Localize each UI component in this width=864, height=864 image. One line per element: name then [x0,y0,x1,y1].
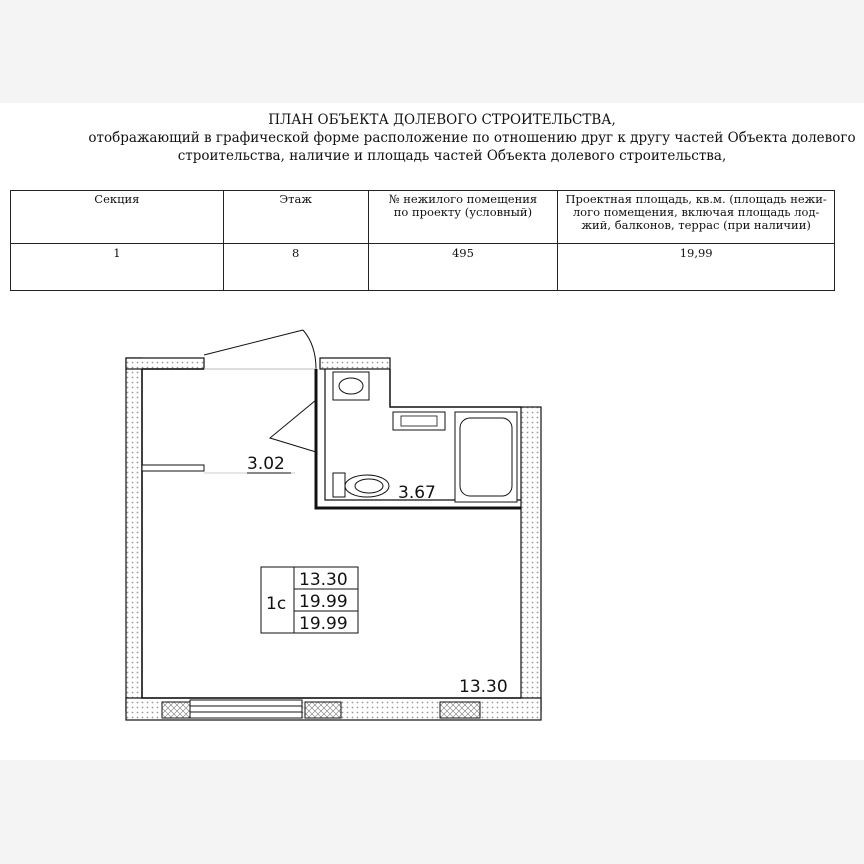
header-area-line-3: жий, балконов, террас (при наличии) [581,218,811,232]
toilet [333,473,389,497]
top-wall-left [126,358,204,369]
legend-total-area: 19.99 [299,592,348,612]
legend-total-with-balcony: 19.99 [299,614,348,634]
entrance-door [204,330,316,369]
cell-area: 19,99 [558,244,835,291]
window-main [190,700,302,718]
hall-area-label: 3.02 [247,454,285,474]
title-line-3: строительства, наличие и площадь частей Объекта долевого строительства, [177,148,727,164]
title-line-1: ПЛАН ОБЪЕКТА ДОЛЕВОГО СТРОИТЕЛЬСТВА, [268,112,616,128]
left-wall [126,358,142,711]
bathroom [270,369,521,508]
room-area-label: 13.30 [459,677,508,697]
bathtub [455,412,517,502]
window-right [440,702,480,718]
washing-machine [333,372,369,400]
legend-living-area: 13.30 [299,570,348,590]
window-middle [305,702,341,718]
cell-room-number: 495 [368,244,558,291]
cell-section: 1 [11,244,224,291]
hall-partition [142,465,204,471]
area-legend [261,567,358,634]
title-line-2: отображающий в графической форме расположение по отношению друг к другу частей Объекта долевого [88,130,856,146]
top-wall-right [320,358,390,369]
bathroom-door [270,400,316,452]
header-room-line-2: по проекту (условный) [393,205,533,219]
legend-unit-label: 1с [266,594,287,614]
header-area-line-2: лого помещения, включая площадь лод- [572,205,820,219]
cell-floor: 8 [223,244,368,291]
header-section: Секция [11,191,224,244]
header-floor: Этаж [223,191,368,244]
window-left [162,702,190,718]
right-wall [521,407,541,711]
bathroom-area-label: 3.67 [398,483,436,503]
header-area-line-1: Проектная площадь, кв.м. (площадь нежи- [565,192,827,206]
header-room-line-1: № нежилого помещения [388,192,538,206]
